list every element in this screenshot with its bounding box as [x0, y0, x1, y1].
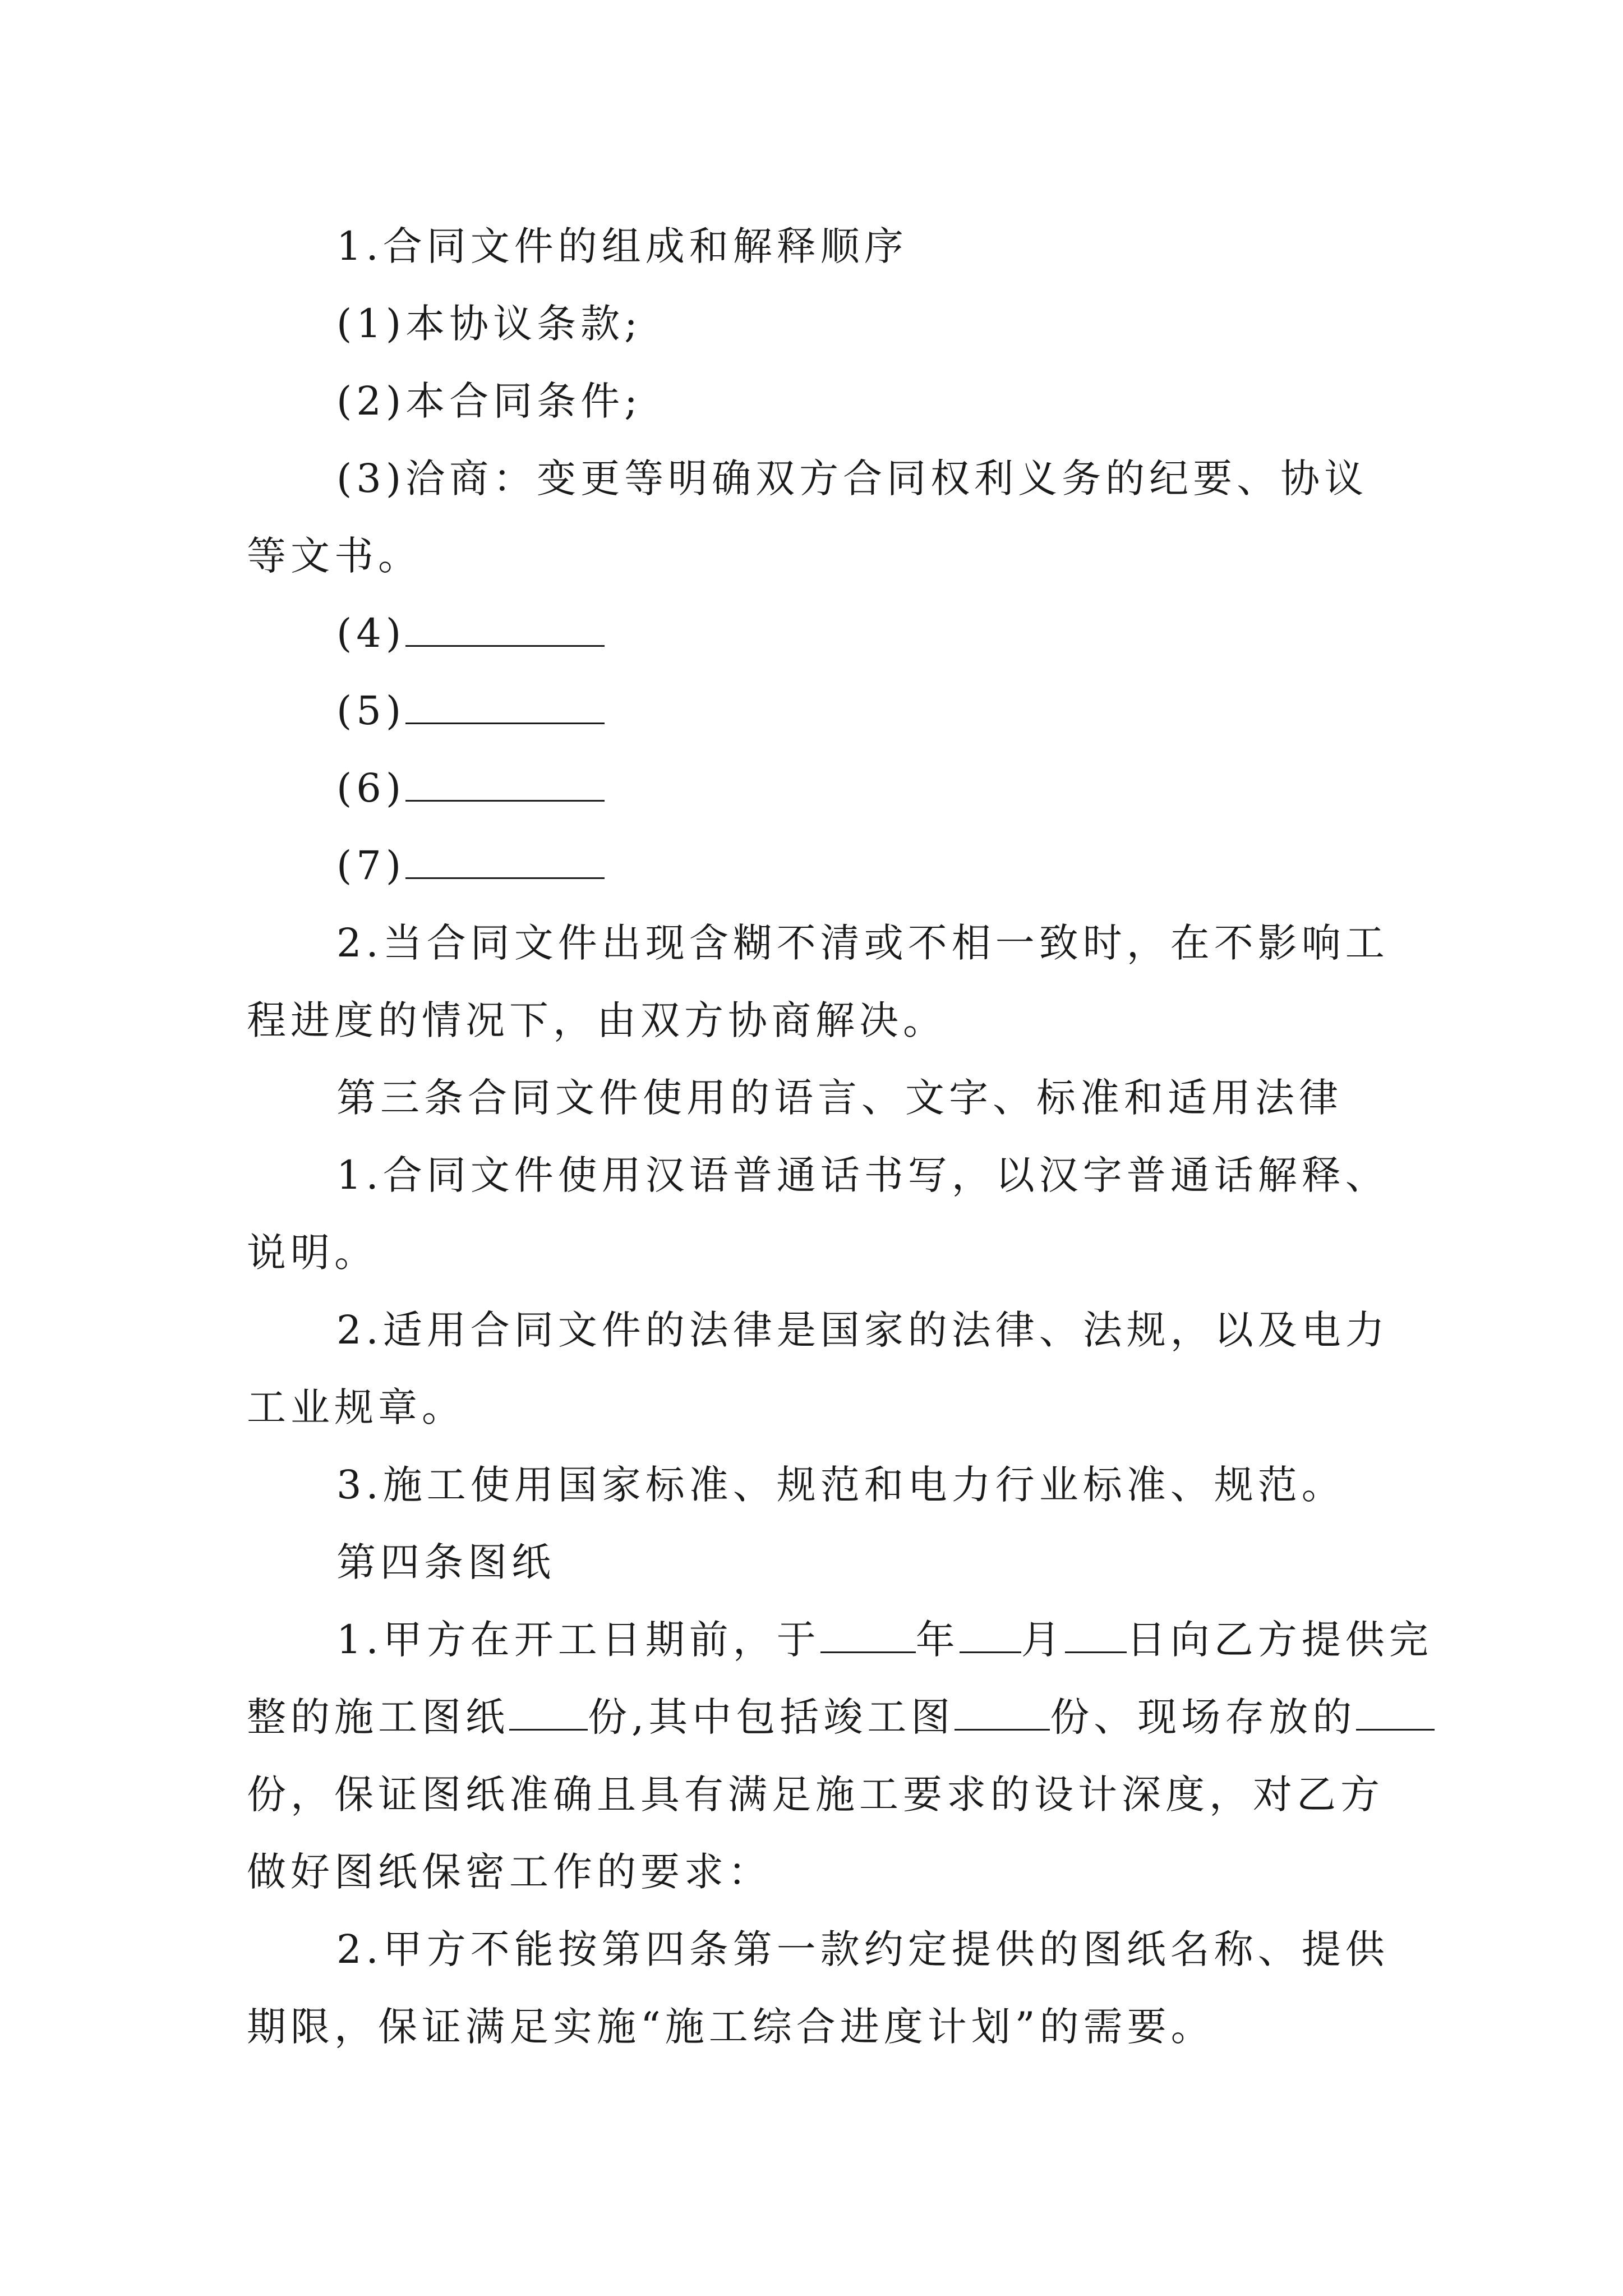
as-built-copies-blank — [955, 1696, 1050, 1731]
fill-blank — [405, 613, 605, 647]
text-segment: 份、现场存放的 — [1050, 1694, 1357, 1740]
copies-blank — [509, 1696, 588, 1731]
article-3-heading: 第三条合同文件使用的语言、文字、标准和适用法律 — [336, 1075, 1343, 1121]
article-4-item-1-continued — [247, 1678, 1396, 1756]
text-segment: 1.甲方在开工日期前，于 — [336, 1617, 820, 1663]
list-item-2: (2)本合同条件; — [336, 378, 642, 424]
article-3-item-3: 3.施工使用国家标准、规范和电力行业标准、规范。 — [336, 1462, 1345, 1508]
clause-2-paragraph-continued: 程进度的情况下，由双方协商解决。 — [247, 997, 947, 1043]
list-item-3: (3)洽商：变更等明确双方合同权利义务的纪要、协议 — [336, 455, 1368, 501]
article-4-item-2: 2.甲方不能按第四条第一款约定提供的图纸名称、提供 — [336, 1926, 1389, 1972]
on-site-copies-blank — [1356, 1696, 1435, 1731]
text-segment: 月 — [1021, 1617, 1065, 1663]
list-item-1: (1)本协议条款; — [336, 301, 642, 347]
article-4-heading: 第四条图纸 — [336, 1539, 555, 1585]
article-3-item-1: 1.合同文件使用汉语普通话书写，以汉字普通话解释、 — [336, 1152, 1389, 1198]
list-item-3-continued: 等文书。 — [247, 533, 422, 579]
fill-blank — [405, 690, 605, 724]
article-4-item-1 — [247, 1601, 1433, 1678]
article-4-item-2-continued: 期限，保证满足实施“施工综合进度计划”的需要。 — [247, 2004, 1215, 2050]
month-blank — [960, 1619, 1021, 1653]
clause-1-heading: 1.合同文件的组成和解释顺序 — [336, 223, 908, 269]
list-item-7 — [247, 827, 1396, 904]
list-item-6 — [247, 749, 1396, 827]
text-segment: 份,其中包括竣工图 — [588, 1694, 955, 1740]
list-item-4 — [247, 595, 1396, 672]
article-3-item-2-continued: 工业规章。 — [247, 1384, 465, 1430]
day-blank — [1065, 1619, 1127, 1653]
article-3-item-1-continued: 说明。 — [247, 1230, 378, 1276]
article-4-item-1-continued-3: 做好图纸保密工作的要求： — [247, 1849, 772, 1895]
year-blank — [820, 1619, 916, 1653]
list-item-5-label: (5) — [336, 688, 406, 734]
document-body — [247, 208, 1433, 2065]
article-3-item-2: 2.适用合同文件的法律是国家的法律、法规，以及电力 — [336, 1307, 1389, 1353]
fill-blank — [405, 845, 605, 879]
article-4-item-1-continued-2: 份，保证图纸准确且具有满足施工要求的设计深度，对乙方 — [247, 1772, 1384, 1818]
clause-2-paragraph: 2.当合同文件出现含糊不清或不相一致时，在不影响工 — [336, 920, 1389, 966]
text-segment: 日向乙方提供完 — [1126, 1617, 1433, 1663]
fill-blank — [405, 767, 605, 802]
text-segment: 年 — [915, 1617, 960, 1663]
text-segment: 整的施工图纸 — [247, 1694, 509, 1740]
list-item-7-label: (7) — [336, 843, 406, 889]
list-item-4-label: (4) — [336, 610, 406, 656]
list-item-5 — [247, 672, 1396, 749]
list-item-6-label: (6) — [336, 765, 406, 811]
